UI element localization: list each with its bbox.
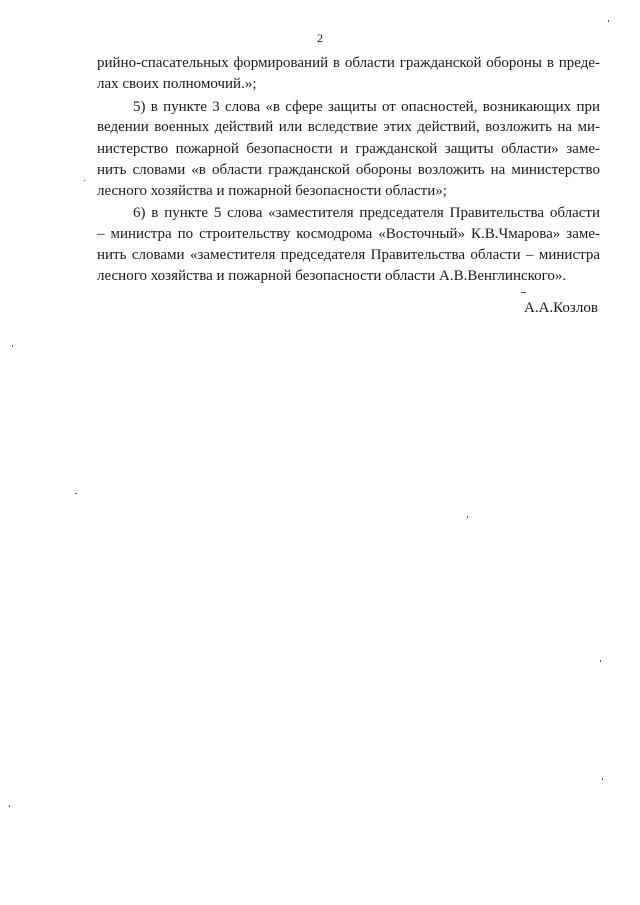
scan-speck	[602, 778, 603, 780]
scan-speck	[12, 345, 13, 347]
page-number: 2	[317, 31, 323, 45]
body-text-line: лесного хозяйства и пожарной безопасности области»;	[97, 183, 447, 199]
scan-speck	[608, 20, 609, 22]
body-text-line: 6) в пункте 5 слова «заместителя председателя Правительства области	[133, 205, 600, 221]
body-text-line: – министра по строительству космодрома «Восточный» К.В.Чмарова» заме-	[97, 226, 600, 242]
body-text-line: 5) в пункте 3 слова «в сфере защиты от опасностей, возникающих при	[133, 99, 600, 115]
scan-speck	[600, 660, 601, 662]
body-text-line: ведении военных действий или вследствие этих действий, возложить на ми-	[97, 119, 600, 135]
signature-name: А.А.Козлов	[524, 300, 598, 316]
body-text-line: рийно-спасательных формирований в области гражданской обороны в преде-	[97, 55, 600, 71]
body-text-line: нить словами «в области гражданской обороны возложить на министерство	[97, 162, 600, 178]
body-text-line: нить словами «заместителя председателя Правительства области – министра	[97, 247, 600, 263]
scan-speck	[84, 180, 85, 181]
body-text-line: нистерство пожарной безопасности и гражданской защиты области» заме-	[97, 141, 600, 157]
body-text-line: лах своих полномочий.»;	[97, 76, 257, 92]
scan-speck	[75, 493, 77, 494]
body-text-line: лесного хозяйства и пожарной безопасности области А.В.Венглинского».	[97, 268, 567, 284]
scan-speck	[9, 805, 10, 807]
scan-speck	[467, 516, 468, 518]
scan-speck	[521, 292, 526, 293]
